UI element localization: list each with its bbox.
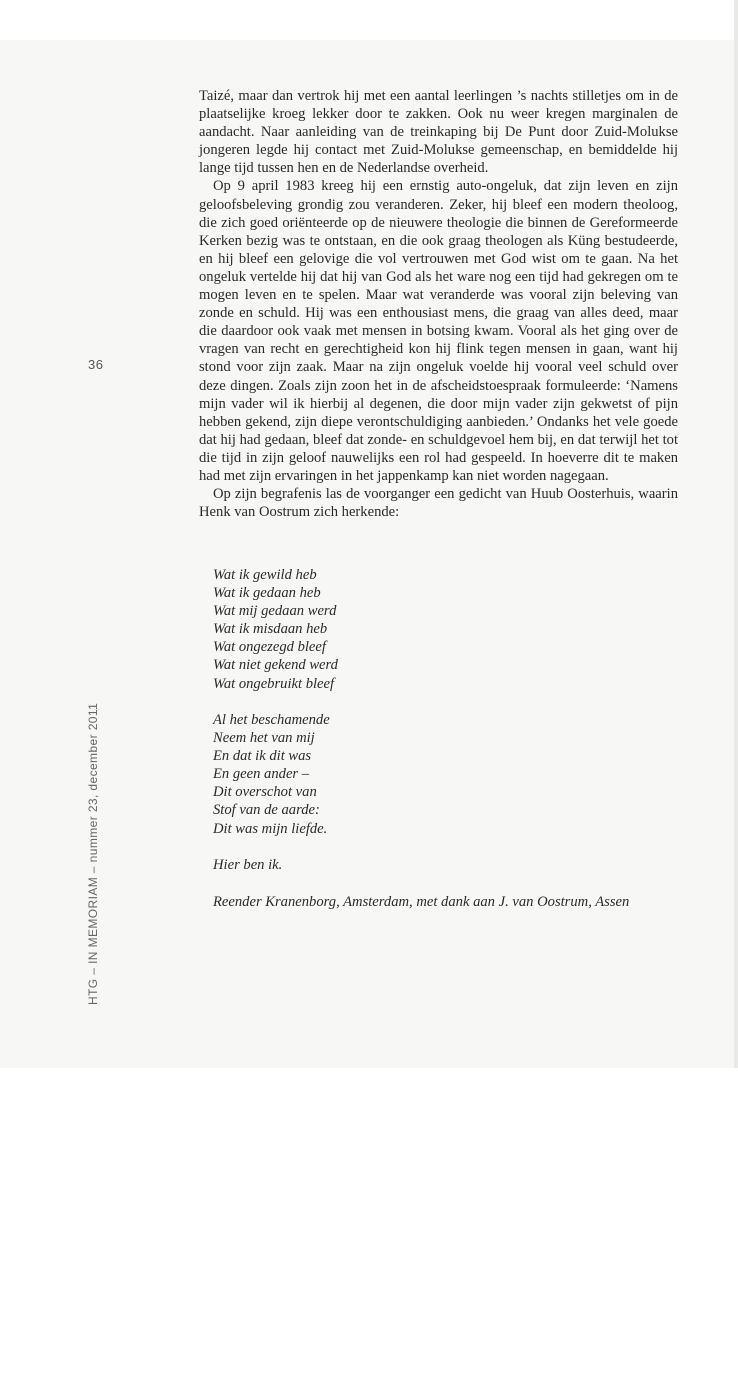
page-top-margin (0, 0, 738, 40)
poem-line: Al het beschamende (213, 712, 330, 728)
running-footer-container (86, 702, 106, 1385)
paragraph: Op 9 april 1983 kreeg hij een ernstig auto-ongeluk, dat zijn leven en zijn geloofsbeleving grondig zou veranderen. Zeker, hij bleef een modern theoloog, die zich goed oriënteerde op de nieuwere theologie die binnen de Gereformeerde Kerken bezig was te ontstaan, en die ook graag theologen als Küng bestudeerde, en hij bleef een gelovige die vol vertrouwen met God wist om te gaan. Na het ongeluk vertelde hij dat hij van God als het ware nog een tijd had gekregen om te mogen leven en te spelen. Maar wat veranderde was vooral zijn beleving van zonde en schuld. Hij was een enthousiast mens, die graag van alles deed, maar die daardoor ook vaak met mensen in botsing kwam. Vooral als het ging over de vragen van recht en gerechtigheid kon hij flink tegen mensen in gaan, want hij stond voor zijn zaak. Maar na zijn ongeluk voelde hij vooral veel schuld over deze dingen. Zoals zijn zoon het in de afscheidstoespraak formuleerde: ‘Namens mijn vader wil ik hierbij al degenen, die door mijn vader zijn gekwetst of pijn hebben gekend, zijn diepe verontschuldiging aanbieden.’ Ondanks het vele goede dat hij had gedaan, bleef dat zonde- en schuldgevoel hem bij, en dat terwijl het tot die tijd in zijn geloof nauwelijks een rol had gespeeld. In hoeverre dit te maken had met zijn ervaringen in het jappenkamp kan niet worden nagegaan. (199, 178, 678, 484)
article-body (199, 87, 678, 521)
poem-line: En geen ander – (213, 766, 310, 783)
paragraph: Taizé, maar dan vertrok hij met een aantal leerlingen ’s nachts stilletjes om in de plaatselijke kroeg lekker door te zakken. Ook nu weer kregen marginalen de aandacht. Naar aanleiding van de treinkaping bij De Punt door Zuid-Molukse jongeren legde hij contact met Zuid-Molukse gemeenschap, en bemiddelde hij lange tijd tussen hen en de Nederlandse overheid. (199, 88, 678, 177)
poem-line: Wat niet gekend werd (213, 657, 338, 674)
poem-line: Wat ik misdaan heb (213, 621, 328, 638)
page-right-edge (734, 0, 738, 1068)
poem-line: Wat ongezegd bleef (213, 639, 326, 656)
poem-stanza-1 (213, 566, 653, 693)
author-signature: Reender Kranenborg, Amsterdam, met dank aan J. van Oostrum, Assen (213, 894, 630, 910)
poem-line: Wat ik gewild heb (213, 567, 317, 583)
poem-line: Stof van de aarde: (213, 802, 320, 819)
poem-line: Wat ik gedaan heb (213, 585, 321, 602)
poem-line: Neem het van mij (213, 730, 315, 747)
poem-line: En dat ik dit was (213, 748, 312, 765)
poem-line: Wat ongebruikt bleef (213, 675, 335, 692)
poem-line: Dit was mijn liefde. (213, 820, 328, 837)
poem-stanza-2 (213, 711, 653, 838)
poem-line: Dit overschot van (213, 784, 317, 801)
page-number: 36 (88, 357, 104, 372)
paragraph: Op zijn begrafenis las de voorganger een gedicht van Huub Oosterhuis, waarin Henk van Oostrum zich herkende: (199, 486, 678, 521)
running-footer: HTG – IN MEMORIAM – nummer 23, december 2011 (86, 702, 100, 1005)
poem-line: Wat mij gedaan werd (213, 603, 337, 620)
poem-closing-line: Hier ben ik. (213, 857, 283, 873)
